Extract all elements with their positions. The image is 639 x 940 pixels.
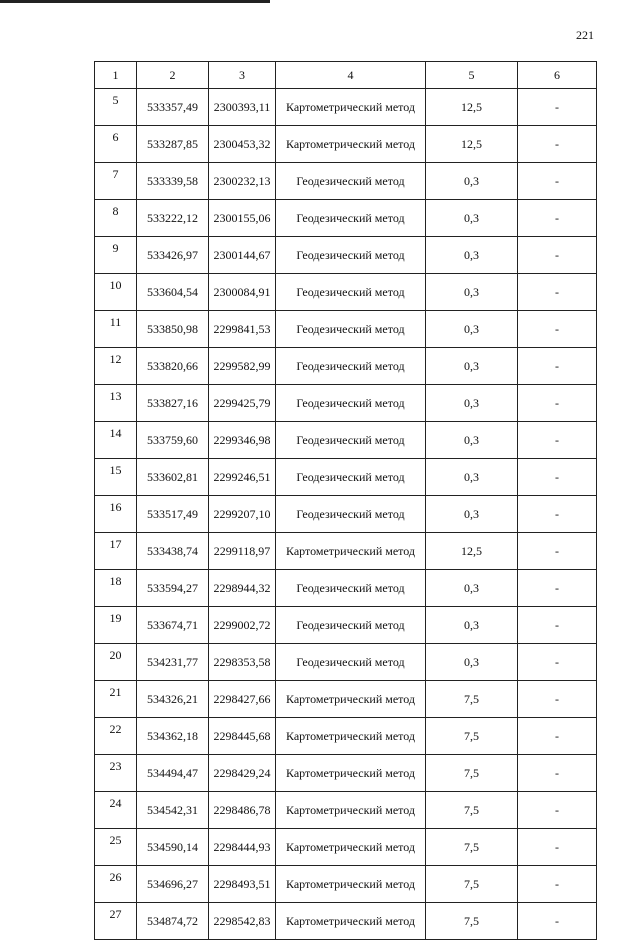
point-number-cell: 6 <box>95 126 137 163</box>
accuracy-cell: 7,5 <box>426 903 518 940</box>
y-coordinate-cell: 2300155,06 <box>209 200 276 237</box>
y-coordinate-cell: 2300084,91 <box>209 274 276 311</box>
point-number-cell: 15 <box>95 459 137 496</box>
note-cell: - <box>518 866 597 903</box>
method-cell: Картометрический метод <box>276 126 426 163</box>
point-number-cell: 13 <box>95 385 137 422</box>
note-cell: - <box>518 792 597 829</box>
accuracy-cell: 0,3 <box>426 570 518 607</box>
table-row <box>95 237 597 274</box>
coordinates-table <box>94 61 597 940</box>
table-row <box>95 533 597 570</box>
table-row <box>95 570 597 607</box>
note-cell: - <box>518 385 597 422</box>
y-coordinate-cell: 2298445,68 <box>209 718 276 755</box>
note-cell: - <box>518 533 597 570</box>
table-row <box>95 903 597 940</box>
table-row <box>95 200 597 237</box>
x-coordinate-cell: 534542,31 <box>137 792 209 829</box>
y-coordinate-cell: 2298444,93 <box>209 829 276 866</box>
y-coordinate-cell: 2298493,51 <box>209 866 276 903</box>
point-number-cell: 10 <box>95 274 137 311</box>
page-number: 221 <box>576 28 594 42</box>
x-coordinate-cell: 534362,18 <box>137 718 209 755</box>
note-cell: - <box>518 459 597 496</box>
x-coordinate-cell: 533222,12 <box>137 200 209 237</box>
x-coordinate-cell: 533594,27 <box>137 570 209 607</box>
top-rule <box>0 0 270 3</box>
y-coordinate-cell: 2299002,72 <box>209 607 276 644</box>
method-cell: Геодезический метод <box>276 311 426 348</box>
accuracy-cell: 0,3 <box>426 237 518 274</box>
accuracy-cell: 7,5 <box>426 829 518 866</box>
accuracy-cell: 0,3 <box>426 496 518 533</box>
y-coordinate-cell: 2298486,78 <box>209 792 276 829</box>
y-coordinate-cell: 2299841,53 <box>209 311 276 348</box>
table-row <box>95 829 597 866</box>
accuracy-cell: 12,5 <box>426 89 518 126</box>
method-cell: Картометрический метод <box>276 533 426 570</box>
point-number-cell: 25 <box>95 829 137 866</box>
note-cell: - <box>518 496 597 533</box>
point-number-cell: 22 <box>95 718 137 755</box>
accuracy-cell: 7,5 <box>426 755 518 792</box>
table-row <box>95 385 597 422</box>
y-coordinate-cell: 2299425,79 <box>209 385 276 422</box>
method-cell: Геодезический метод <box>276 644 426 681</box>
note-cell: - <box>518 274 597 311</box>
table-row <box>95 126 597 163</box>
accuracy-cell: 12,5 <box>426 126 518 163</box>
y-coordinate-cell: 2298429,24 <box>209 755 276 792</box>
accuracy-cell: 0,3 <box>426 311 518 348</box>
header-cell-3: 3 <box>209 62 276 89</box>
note-cell: - <box>518 89 597 126</box>
table-row <box>95 866 597 903</box>
x-coordinate-cell: 533339,58 <box>137 163 209 200</box>
method-cell: Картометрический метод <box>276 792 426 829</box>
y-coordinate-cell: 2300232,13 <box>209 163 276 200</box>
accuracy-cell: 7,5 <box>426 792 518 829</box>
x-coordinate-cell: 533287,85 <box>137 126 209 163</box>
method-cell: Картометрический метод <box>276 718 426 755</box>
header-cell-4: 4 <box>276 62 426 89</box>
header-cell-6: 6 <box>518 62 597 89</box>
accuracy-cell: 7,5 <box>426 681 518 718</box>
point-number-cell: 14 <box>95 422 137 459</box>
accuracy-cell: 0,3 <box>426 422 518 459</box>
x-coordinate-cell: 533604,54 <box>137 274 209 311</box>
point-number-cell: 21 <box>95 681 137 718</box>
point-number-cell: 7 <box>95 163 137 200</box>
x-coordinate-cell: 534326,21 <box>137 681 209 718</box>
y-coordinate-cell: 2299207,10 <box>209 496 276 533</box>
header-cell-5: 5 <box>426 62 518 89</box>
note-cell: - <box>518 903 597 940</box>
y-coordinate-cell: 2300144,67 <box>209 237 276 274</box>
y-coordinate-cell: 2298542,83 <box>209 903 276 940</box>
method-cell: Геодезический метод <box>276 274 426 311</box>
point-number-cell: 26 <box>95 866 137 903</box>
note-cell: - <box>518 422 597 459</box>
point-number-cell: 27 <box>95 903 137 940</box>
x-coordinate-cell: 533517,49 <box>137 496 209 533</box>
table-row <box>95 496 597 533</box>
y-coordinate-cell: 2299582,99 <box>209 348 276 385</box>
method-cell: Картометрический метод <box>276 866 426 903</box>
note-cell: - <box>518 607 597 644</box>
method-cell: Геодезический метод <box>276 348 426 385</box>
method-cell: Картометрический метод <box>276 89 426 126</box>
table-row <box>95 422 597 459</box>
method-cell: Геодезический метод <box>276 459 426 496</box>
note-cell: - <box>518 237 597 274</box>
table-row <box>95 644 597 681</box>
point-number-cell: 12 <box>95 348 137 385</box>
accuracy-cell: 0,3 <box>426 163 518 200</box>
table-row <box>95 348 597 385</box>
method-cell: Геодезический метод <box>276 163 426 200</box>
y-coordinate-cell: 2299246,51 <box>209 459 276 496</box>
accuracy-cell: 0,3 <box>426 348 518 385</box>
note-cell: - <box>518 718 597 755</box>
x-coordinate-cell: 533759,60 <box>137 422 209 459</box>
table-row <box>95 607 597 644</box>
y-coordinate-cell: 2298944,32 <box>209 570 276 607</box>
y-coordinate-cell: 2299118,97 <box>209 533 276 570</box>
note-cell: - <box>518 644 597 681</box>
method-cell: Картометрический метод <box>276 681 426 718</box>
x-coordinate-cell: 534231,77 <box>137 644 209 681</box>
point-number-cell: 18 <box>95 570 137 607</box>
x-coordinate-cell: 533357,49 <box>137 89 209 126</box>
header-row <box>95 62 597 89</box>
y-coordinate-cell: 2299346,98 <box>209 422 276 459</box>
point-number-cell: 19 <box>95 607 137 644</box>
note-cell: - <box>518 163 597 200</box>
y-coordinate-cell: 2300393,11 <box>209 89 276 126</box>
x-coordinate-cell: 534696,27 <box>137 866 209 903</box>
table-row <box>95 274 597 311</box>
header-cell-1: 1 <box>95 62 137 89</box>
x-coordinate-cell: 534874,72 <box>137 903 209 940</box>
x-coordinate-cell: 533850,98 <box>137 311 209 348</box>
accuracy-cell: 0,3 <box>426 459 518 496</box>
point-number-cell: 8 <box>95 200 137 237</box>
note-cell: - <box>518 200 597 237</box>
note-cell: - <box>518 570 597 607</box>
method-cell: Геодезический метод <box>276 496 426 533</box>
point-number-cell: 11 <box>95 311 137 348</box>
table-header <box>95 62 597 89</box>
table-row <box>95 459 597 496</box>
point-number-cell: 20 <box>95 644 137 681</box>
header-cell-2: 2 <box>137 62 209 89</box>
note-cell: - <box>518 311 597 348</box>
note-cell: - <box>518 348 597 385</box>
accuracy-cell: 7,5 <box>426 866 518 903</box>
x-coordinate-cell: 533827,16 <box>137 385 209 422</box>
table-row <box>95 718 597 755</box>
x-coordinate-cell: 534590,14 <box>137 829 209 866</box>
accuracy-cell: 0,3 <box>426 607 518 644</box>
method-cell: Геодезический метод <box>276 570 426 607</box>
method-cell: Геодезический метод <box>276 422 426 459</box>
accuracy-cell: 7,5 <box>426 718 518 755</box>
point-number-cell: 24 <box>95 792 137 829</box>
x-coordinate-cell: 533426,97 <box>137 237 209 274</box>
table-row <box>95 311 597 348</box>
table-row <box>95 163 597 200</box>
point-number-cell: 5 <box>95 89 137 126</box>
x-coordinate-cell: 533438,74 <box>137 533 209 570</box>
table-row <box>95 89 597 126</box>
method-cell: Картометрический метод <box>276 829 426 866</box>
x-coordinate-cell: 533602,81 <box>137 459 209 496</box>
table-row <box>95 681 597 718</box>
table-row <box>95 792 597 829</box>
accuracy-cell: 0,3 <box>426 200 518 237</box>
point-number-cell: 9 <box>95 237 137 274</box>
table-body <box>95 89 597 940</box>
point-number-cell: 23 <box>95 755 137 792</box>
method-cell: Геодезический метод <box>276 200 426 237</box>
x-coordinate-cell: 533674,71 <box>137 607 209 644</box>
accuracy-cell: 0,3 <box>426 274 518 311</box>
accuracy-cell: 0,3 <box>426 385 518 422</box>
method-cell: Картометрический метод <box>276 903 426 940</box>
accuracy-cell: 0,3 <box>426 644 518 681</box>
y-coordinate-cell: 2300453,32 <box>209 126 276 163</box>
point-number-cell: 16 <box>95 496 137 533</box>
method-cell: Геодезический метод <box>276 607 426 644</box>
x-coordinate-cell: 534494,47 <box>137 755 209 792</box>
accuracy-cell: 12,5 <box>426 533 518 570</box>
y-coordinate-cell: 2298353,58 <box>209 644 276 681</box>
note-cell: - <box>518 755 597 792</box>
note-cell: - <box>518 681 597 718</box>
method-cell: Картометрический метод <box>276 755 426 792</box>
table-row <box>95 755 597 792</box>
note-cell: - <box>518 126 597 163</box>
x-coordinate-cell: 533820,66 <box>137 348 209 385</box>
point-number-cell: 17 <box>95 533 137 570</box>
method-cell: Геодезический метод <box>276 385 426 422</box>
method-cell: Геодезический метод <box>276 237 426 274</box>
note-cell: - <box>518 829 597 866</box>
y-coordinate-cell: 2298427,66 <box>209 681 276 718</box>
